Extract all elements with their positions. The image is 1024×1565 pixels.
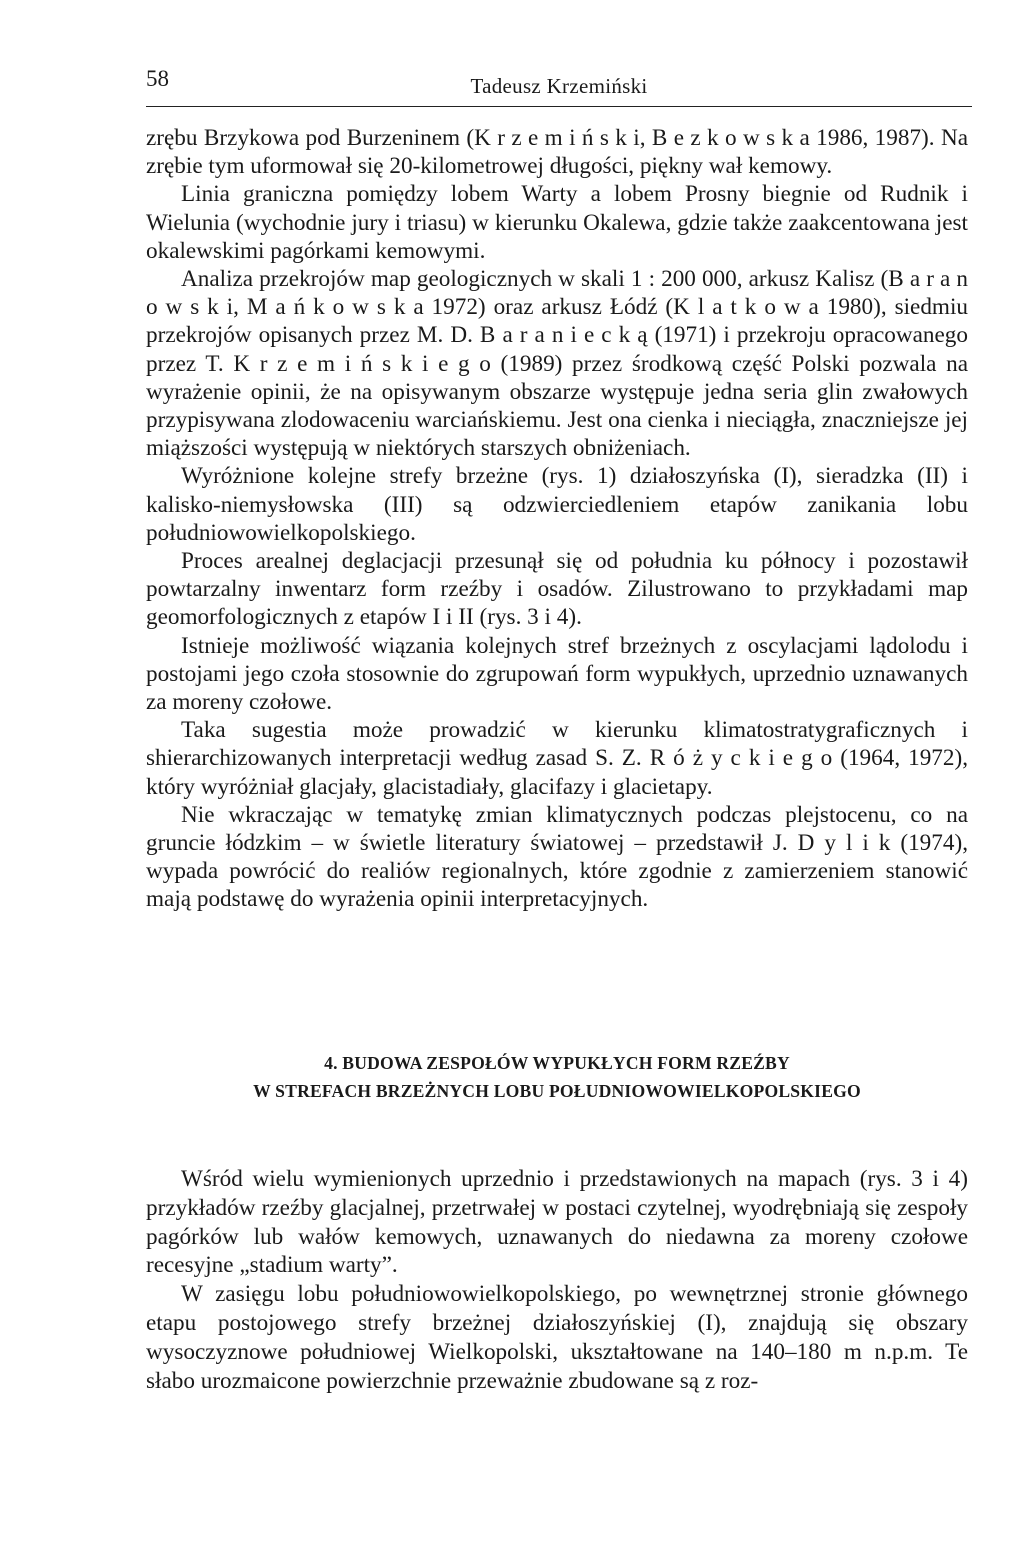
section-paragraph-2: W zasięgu lobu południowowielkopolskiego, po wewnętrznej stronie głównego etapu postojowego strefy brzeżnej działoszyńskiej (I), znajdują się obszary wysoczyznowe południowej Wielkopolski, ukształtowane na 140–180 m n.p.m. Te słabo urozmaicone powierzchnie przeważnie zbudowane są z roz- bbox=[146, 1281, 968, 1394]
paragraph-6: Istnieje możliwość wiązania kolejnych stref brzeżnych z oscylacjami lądolodu i postojami jego czoła stosownie do zgrupowań form wypukłych, uprzednio uznawanych za moreny czołowe. bbox=[146, 632, 968, 716]
page-header bbox=[146, 66, 972, 107]
body-text bbox=[146, 124, 968, 914]
section-4 bbox=[146, 1049, 968, 1395]
paragraph-4: Wyróżnione kolejne strefy brzeżne (rys. 1) działoszyńska (I), sieradzka (II) i kalisko-niemysłowska (III) są odzwierciedleniem etapów zanikania lobu południowowielkopolskiego. bbox=[146, 463, 968, 546]
section-heading-line-1: 4. BUDOWA ZESPOŁÓW WYPUKŁYCH FORM RZEŹBY bbox=[324, 1053, 790, 1073]
section-text bbox=[146, 1165, 968, 1395]
running-head-author: Tadeusz Krzemiński bbox=[470, 74, 648, 98]
paragraph-2: Linia graniczna pomiędzy lobem Warty a lobem Prosny biegnie od Rudnik i Wielunia (wychodnie jury i triasu) w kierunku Okalewa, gdzie także zaakcentowana jest okalewskimi pagórkami kemowymi. bbox=[146, 181, 968, 264]
section-paragraph-1: Wśród wielu wymienionych uprzednio i przedstawionych na mapach (rys. 3 i 4) przykładów rzeźby glacjalnej, przetrwałej w postaci czytelnej, wyodrębniają się zespoły pagórków lub wałów kemowych, uznawanych do niedawna za moreny czołowe recesyjne „stadium warty”. bbox=[146, 1166, 968, 1279]
paragraph-7: Taka sugestia może prowadzić w kierunku klimatostratygraficznych i shierarchizowanych interpretacji według zasad S. Z. R ó ż y c k i e g o (1964, 1972), który wyróżniał glacjały, glacistadiały, glacifazy i glacietapy. bbox=[146, 717, 968, 800]
paragraph-5: Proces arealnej deglacjacji przesunął się od południa ku północy i pozostawił powtarzalny inwentarz form rzeźby i osadów. Zilustrowano to przykładami map geomorfologicznych z etapów I i II (rys. 3 i 4). bbox=[146, 548, 968, 631]
page-number: 58 bbox=[146, 66, 169, 91]
paragraph-8: Nie wkraczając w tematykę zmian klimatycznych podczas plejstocenu, co na gruncie łódzkim – w świetle literatury światowej – przedstawił J. D y l i k (1974), wypada powrócić do realiów regionalnych, które zgodnie z zamierzeniem stanowić mają podstawę do wyrażenia opinii interpretacyjnych. bbox=[146, 801, 968, 913]
section-heading-line-2: W STREFACH BRZEŻNYCH LOBU POŁUDNIOWOWIELKOPOLSKIEGO bbox=[253, 1081, 861, 1101]
paragraph-3: Analiza przekrojów map geologicznych w skali 1 : 200 000, arkusz Kalisz (B a r a n o w s k i, M a ń k o w s k a 1972) oraz arkusz Łódź (K l a t k o w a 1980), siedmiu przekrojów opisanych przez M. D. B a r a n i e c k ą (1971) i przekroju opracowanego przez T. K r z e m i ń s k i e g o (1989) przez środkową część Polski pozwala na wyrażenie opinii, że na opisywanym obszarze występuje jedna seria glin zwałowych przypisywana zlodowaceniu warciańskiemu. Jest ona cienka i nieciągła, znaczniejsze jej miąższości występują w niektórych starszych obniżeniach. bbox=[146, 266, 968, 462]
section-heading bbox=[146, 1049, 968, 1105]
paragraph-1: zrębu Brzykowa pod Burzeninem (K r z e m i ń s k i, B e z k o w s k a 1986, 1987). Na zrębie tym uformował się 20-kilometrowej długości, piękny wał kemowy. bbox=[146, 125, 968, 180]
